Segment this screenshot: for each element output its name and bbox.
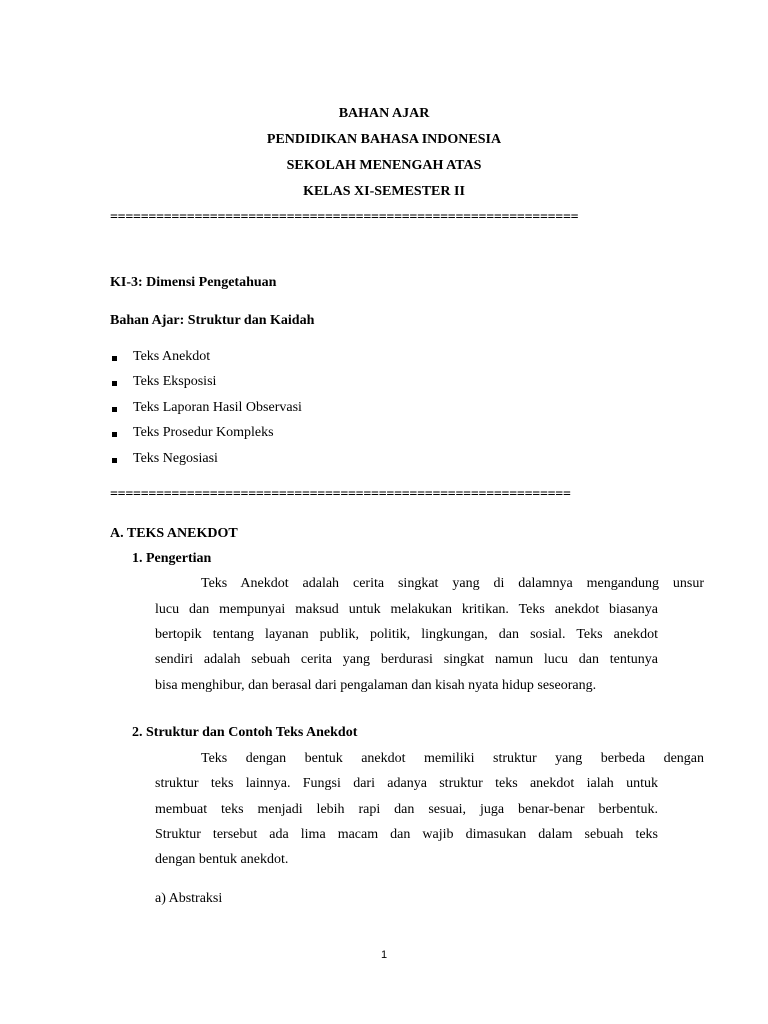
subsection-heading: 2. Struktur dan Contoh Teks Anekdot [132, 725, 358, 740]
paragraph-line: membuat teks menjadi lebih rapi dan sesuai, juga benar-benar berbentuk. [155, 802, 658, 817]
paragraph-line: sendiri adalah sebuah cerita yang berdurasi singkat namun lucu dan tentunya [155, 652, 658, 667]
subsection-heading: 1. Pengertian [132, 551, 212, 566]
title-line-1: BAHAN AJAR [338, 106, 430, 121]
bullet-icon [112, 407, 117, 412]
ki-heading: KI-3: Dimensi Pengetahuan [110, 275, 277, 290]
list-item-text: Teks Negosiasi [133, 451, 218, 466]
paragraph-line: Teks Anekdot adalah cerita singkat yang di dalamnya mengandung unsur [201, 576, 704, 591]
bullet-icon [112, 381, 117, 386]
paragraph-line: struktur teks lainnya. Fungsi dari adanya struktur teks anekdot ialah untuk [155, 776, 658, 791]
bahan-ajar-heading: Bahan Ajar: Struktur dan Kaidah [110, 313, 315, 328]
list-item-abstraksi: a) Abstraksi [155, 891, 223, 906]
bullet-icon [112, 356, 117, 361]
title-line-2: PENDIDIKAN BAHASA INDONESIA [266, 132, 502, 147]
list-item-text: Teks Laporan Hasil Observasi [133, 400, 302, 415]
list-item-text: Teks Anekdot [133, 349, 211, 364]
paragraph-line: bisa menghibur, dan berasal dari pengalaman dan kisah nyata hidup seseorang. [155, 678, 597, 693]
separator-line: ============================================================= [110, 210, 579, 225]
separator-line: ============================================================ [110, 487, 571, 502]
paragraph-line: dengan bentuk anekdot. [155, 852, 289, 867]
title-line-4: KELAS XI-SEMESTER II [303, 184, 465, 199]
bullet-icon [112, 458, 117, 463]
bullet-icon [112, 432, 117, 437]
page-number: 1 [380, 949, 388, 961]
paragraph-line: Teks dengan bentuk anekdot memiliki struktur yang berbeda dengan [201, 751, 704, 766]
paragraph-line: Struktur tersebut ada lima macam dan wajib dimasukan dalam sebuah teks [155, 827, 658, 842]
list-item-text: Teks Prosedur Kompleks [133, 425, 274, 440]
section-heading: A. TEKS ANEKDOT [110, 526, 238, 541]
title-line-3: SEKOLAH MENENGAH ATAS [286, 158, 482, 173]
paragraph-line: bertopik tentang layanan publik, politik, lingkungan, dan sosial. Teks anekdot [155, 627, 658, 642]
list-item-text: Teks Eksposisi [133, 374, 217, 389]
paragraph-line: lucu dan mempunyai maksud untuk melakukan kritikan. Teks anekdot biasanya [155, 602, 658, 617]
